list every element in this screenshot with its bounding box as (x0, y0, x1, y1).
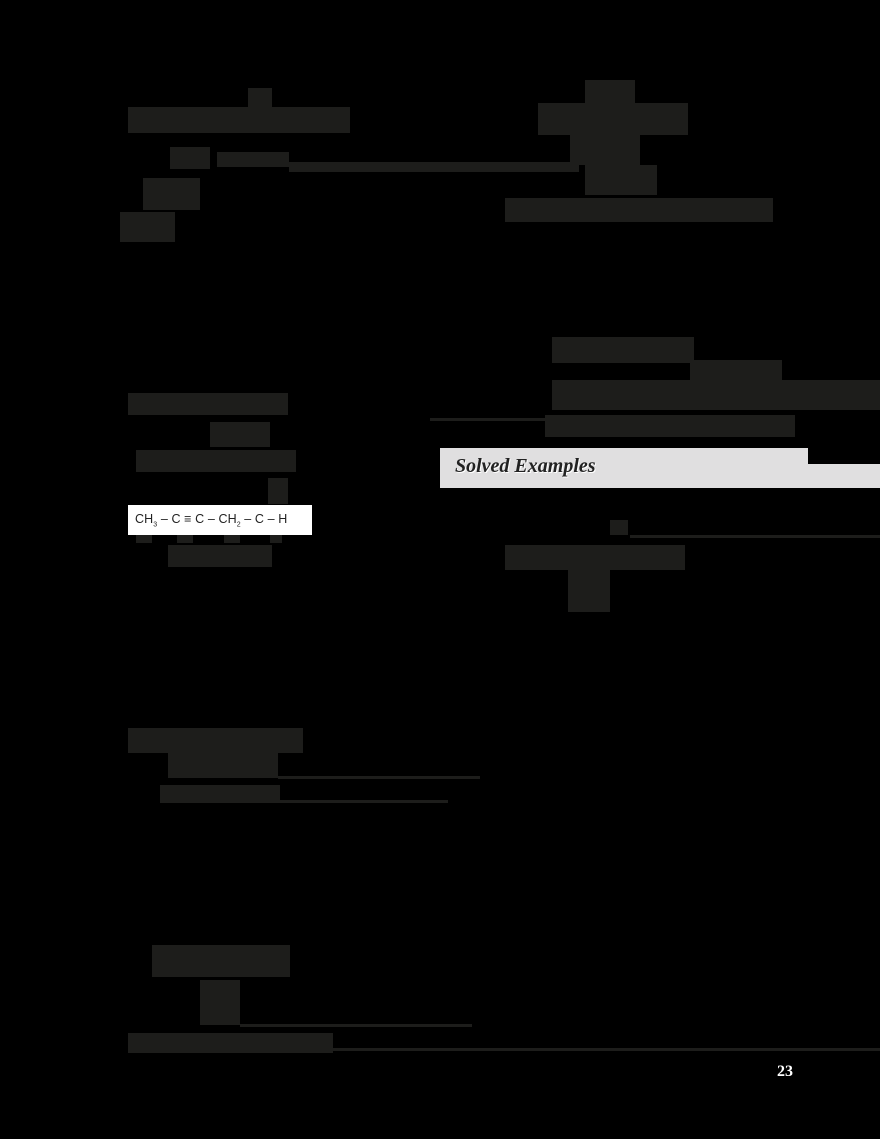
chemical-formula: $CH_3 - C \equiv C - CH_2 - C - H$ (135, 511, 288, 529)
chemical-formula-strip (128, 505, 312, 535)
page-number: 23 (777, 1063, 793, 1080)
section-banner-tail (808, 464, 880, 488)
section-title: Solved Examples (455, 455, 596, 477)
